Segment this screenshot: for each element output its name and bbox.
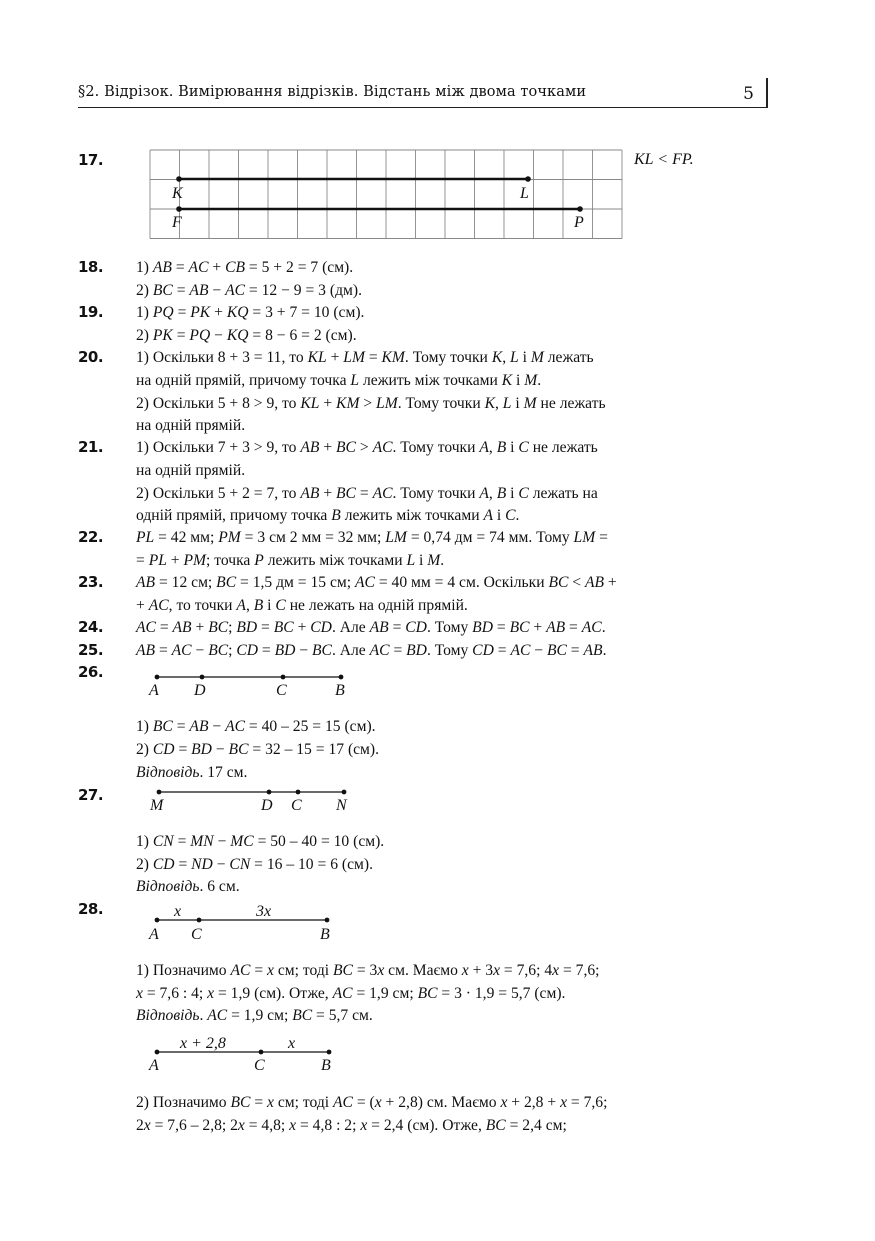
problem-number-19: 19. <box>78 303 104 321</box>
problem-number-20: 20. <box>78 348 104 366</box>
problem-number-22: 22. <box>78 528 104 546</box>
point-k-dot <box>176 176 182 182</box>
point-a-26-dot <box>155 675 160 680</box>
label-point-m: M <box>150 797 164 814</box>
text-line: 1) CN = MN − MC = 50 – 40 = 10 (см). <box>136 833 385 850</box>
point-b-26-dot <box>339 675 344 680</box>
text-line: на одній прямій. <box>136 417 246 434</box>
point-n-27-dot <box>342 790 347 795</box>
point-c-28b-dot <box>259 1050 264 1055</box>
label-point-l: L <box>520 185 529 202</box>
text-line: 1) AB = AC + CB = 5 + 2 = 7 (см). <box>136 259 354 276</box>
text-line: 1) PQ = PK + KQ = 3 + 7 = 10 (см). <box>136 304 365 321</box>
point-a-28b-dot <box>155 1050 160 1055</box>
problem-number-24: 24. <box>78 618 104 636</box>
text-line: = PL + PM; точка P лежить між точками L і M. <box>136 552 445 569</box>
point-l-dot <box>525 176 531 182</box>
label-point-a: A <box>149 1057 159 1074</box>
point-a-28a-dot <box>155 918 160 923</box>
text-line: 2) Оскільки 5 + 8 > 9, то KL + KM > LM. Тому точки K, L і M не лежать <box>136 395 606 412</box>
label-segment-3x: 3x <box>256 903 272 920</box>
text-line: AC = AB + BC; BD = BC + CD. Але AB = CD. Тому BD = BC + AB = AC. <box>136 619 606 636</box>
label-point-f: F <box>172 214 182 231</box>
text-line: x = 7,6 : 4; x = 1,9 (см). Отже, AC = 1,9 см; BC = 3 · 1,9 = 5,7 (см). <box>136 985 566 1002</box>
problem-number-28: 28. <box>78 900 104 918</box>
label-segment-x-plus-2-8: x + 2,8 <box>180 1035 226 1052</box>
label-segment-x: x <box>288 1035 296 1052</box>
point-c-26-dot <box>281 675 286 680</box>
text-line: 1) BC = AB − AC = 40 – 25 = 15 (см). <box>136 718 376 735</box>
label-point-k: K <box>172 185 183 202</box>
label-point-c: C <box>191 926 202 943</box>
label-point-d: D <box>261 797 273 814</box>
text-line: Відповідь. AC = 1,9 см; BC = 5,7 см. <box>136 1007 373 1024</box>
point-d-26-dot <box>200 675 205 680</box>
text-line: 2x = 7,6 – 2,8; 2x = 4,8; x = 4,8 : 2; x = 2,4 (см). Отже, BC = 2,4 см; <box>136 1117 567 1134</box>
answer-17: KL < FP. <box>634 151 694 168</box>
label-point-p: P <box>574 214 584 231</box>
text-line: 2) Оскільки 5 + 2 = 7, то AB + BC = AC. Тому точки A, B і C лежать на <box>136 485 598 502</box>
point-c-27-dot <box>296 790 301 795</box>
label-segment-x: x <box>174 903 182 920</box>
point-d-27-dot <box>267 790 272 795</box>
problem-number-21: 21. <box>78 438 104 456</box>
text-line: AB = AC − BC; CD = BD − BC. Але AC = BD. Тому CD = AC − BC = AB. <box>136 642 607 659</box>
text-line: 2) Позначимо BC = x см; тоді AC = (x + 2,8) см. Маємо x + 2,8 + x = 7,6; <box>136 1094 608 1111</box>
problem-number-23: 23. <box>78 573 104 591</box>
point-m-27-dot <box>157 790 162 795</box>
label-point-b: B <box>321 1057 331 1074</box>
grid-figure-17 <box>150 150 622 239</box>
point-c-28a-dot <box>197 918 202 923</box>
point-b-28a-dot <box>325 918 330 923</box>
text-line: 2) PK = PQ − KQ = 8 − 6 = 2 (см). <box>136 327 357 344</box>
label-point-b: B <box>320 926 330 943</box>
label-point-a: A <box>149 682 159 699</box>
text-line: 1) Позначимо AC = x см; тоді BC = 3x см. Маємо x + 3x = 7,6; 4x = 7,6; <box>136 962 600 979</box>
page-number: 5 <box>743 84 754 104</box>
point-f-dot <box>176 206 182 212</box>
text-line: 1) Оскільки 7 + 3 > 9, то AB + BC > AC. Тому точки A, B і C не лежать <box>136 439 598 456</box>
label-point-d: D <box>194 682 206 699</box>
label-point-c: C <box>276 682 287 699</box>
problem-number-17: 17. <box>78 151 104 169</box>
text-line: Відповідь. 17 см. <box>136 764 248 781</box>
label-point-c: C <box>291 797 302 814</box>
problem-number-26: 26. <box>78 663 104 681</box>
text-line: 2) CD = ND − CN = 16 – 10 = 6 (см). <box>136 856 373 873</box>
text-line: PL = 42 мм; PM = 3 см 2 мм = 32 мм; LM = 0,74 дм = 74 мм. Тому LM = <box>136 529 608 546</box>
text-line: на одній прямій. <box>136 462 246 479</box>
text-line: Відповідь. 6 см. <box>136 878 240 895</box>
text-line: AB = 12 см; BC = 1,5 дм = 15 см; AC = 40 мм = 4 см. Оскільки BC < AB + <box>136 574 617 591</box>
text-line: 1) Оскільки 8 + 3 = 11, то KL + LM = KM. Тому точки K, L і M лежать <box>136 349 594 366</box>
problem-number-27: 27. <box>78 786 104 804</box>
text-line: 2) BC = AB − AC = 12 − 9 = 3 (дм). <box>136 282 362 299</box>
point-p-dot <box>577 206 583 212</box>
label-point-n: N <box>336 797 347 814</box>
label-point-b: B <box>335 682 345 699</box>
text-line: одній прямій, причому точка B лежить між точками A і C. <box>136 507 520 524</box>
text-line: 2) CD = BD − BC = 32 – 15 = 17 (см). <box>136 741 380 758</box>
problem-number-18: 18. <box>78 258 104 276</box>
text-line: + AC, то точки A, B і C не лежать на одній прямій. <box>136 597 468 614</box>
section-title: §2. Відрізок. Вимірювання відрізків. Відстань між двома точками <box>78 84 587 100</box>
text-line: на одній прямій, причому точка L лежить між точками K і M. <box>136 372 542 389</box>
label-point-a: A <box>149 926 159 943</box>
point-b-28b-dot <box>327 1050 332 1055</box>
problem-number-25: 25. <box>78 641 104 659</box>
label-point-c: C <box>254 1057 265 1074</box>
